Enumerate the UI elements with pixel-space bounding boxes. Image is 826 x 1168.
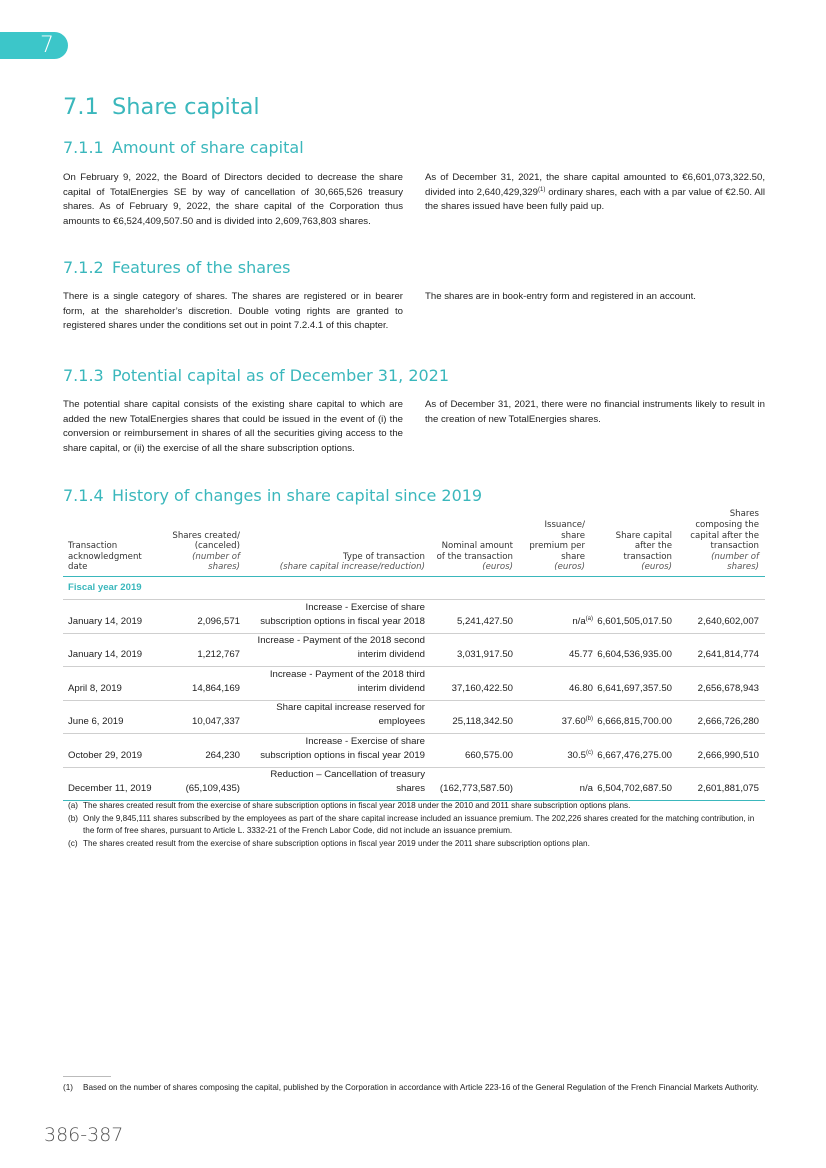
cell-composing: 2,666,990,510 [697,749,759,761]
subsection-heading-7-1-1 [63,138,304,157]
cell-shares: 14,864,169 [191,682,240,694]
cell-type: Increase - Payment of the 2018 third interim dividend [269,668,425,694]
cell-capital: 6,667,476,275.00 [597,749,672,761]
cell-nominal: 660,575.00 [464,749,513,761]
cell-premium: 37.60$^{(b)}$ [561,716,593,727]
cell-composing: 2,641,814,774 [697,649,759,660]
cell-type: Increase - Exercise of share subscription options in fiscal year 2018 [260,601,425,627]
cell-premium: n/a [579,783,593,794]
cell-nominal: 37,160,422.50 [451,682,513,694]
cell-premium: 45.77 [568,649,593,660]
amount-right-paragraph: As of December 31, 2021, the share capital amounted to €6,601,073,322.50, divided into 2,640,429,329$^{(1)}$ ordinary shares, each with a par value of €2.50. All the shares issued have been fully paid up. [425,172,765,213]
table-note: (c) The shares created result from the exercise of share subscription options in fiscal year 2019 under the 2011 share subscription options plan. [68,839,590,848]
header-nominal: Nominal amount of the transaction (euros) [436,541,513,573]
cell-capital: 6,641,697,357.50 [597,682,672,694]
header-capital: Share capital after the transaction (euros) [615,530,672,573]
section-title: Share capital [112,94,260,120]
cell-composing: 2,640,602,007 [697,615,759,627]
cell-capital: 6,601,505,017.50 [597,615,672,627]
cell-capital: 6,604,536,935.00 [597,649,672,660]
premium-note-ref: (a) [585,615,593,622]
footnote-divider [63,1076,111,1077]
subsection-number: 7.1.2 [63,258,104,277]
cell-nominal: 25,118,342.50 [452,716,513,727]
table-notes [63,800,765,851]
features-left-paragraph: There is a single category of shares. The shares are registered or in bearer form, at the shareholder’s discretion. Double voting rights are granted to registered shares under the conditions set out in point 7.2.4.1 of this chapter. [63,291,403,332]
cell-capital: 6,666,815,700.00 [597,716,672,727]
subsection-number: 7.1.1 [63,138,104,157]
cell-type: Increase - Exercise of share subscription options in fiscal year 2019 [260,735,425,761]
cell-date: December 11, 2019 [68,783,152,794]
subsection-heading-7-1-4 [63,486,482,505]
table-row [63,634,765,668]
subsection-title: Potential capital as of December 31, 2021 [112,366,450,385]
features-right-paragraph: The shares are in book-entry form and registered in an account. [425,291,696,302]
cell-composing: 2,601,881,075 [697,783,759,794]
premium-note-ref: (b) [585,716,593,722]
cell-shares: (65,109,435) [185,783,240,794]
header-composing: Shares composing the capital after the transaction (number of shares) [690,509,759,573]
table-row [63,600,765,634]
cell-composing: 2,666,726,280 [697,716,759,727]
footnote: (1) Based on the number of shares composing the capital, published by the Corporation in accordance with Article 223-16 of the General Regulation of the French Financial Markets Authority. [63,1083,759,1092]
cell-nominal: (162,773,587.50) [439,783,513,794]
cell-capital: 6,504,702,687.50 [597,783,672,794]
premium-note-ref: (c) [586,749,593,756]
header-date: Transaction acknowledgment date [68,541,142,573]
header-premium: Issuance/ share premium per share (euros) [529,520,585,573]
cell-shares: 1,212,767 [197,649,240,660]
chapter-tab [0,32,68,59]
share-capital-history-table [63,509,765,801]
subsection-number: 7.1.4 [63,486,104,505]
subsection-heading-7-1-3 [63,366,449,385]
page-number: 386-387 [44,1124,124,1146]
cell-nominal: 5,241,427.50 [456,615,513,627]
chapter-number: 7 [40,33,54,58]
cell-premium: $n/a^{(a)}$ [572,615,593,627]
cell-shares: 10,047,337 [191,716,240,727]
table-note: (b) Only the 9,845,111 shares subscribed by the employees as part of the share capital increase included an issuance premium. The 202,226 shares created for the matching contribution, in the form of free shares, pursuant to Article L. 3332-21 of the French Labor Code, did not include an issuance premium. [68,814,755,835]
subsection-title: Features of the shares [112,258,291,277]
cell-premium: 30.5$^{(c)}$ [567,749,593,761]
cell-shares: 2,096,571 [197,615,240,627]
cell-date: January 14, 2019 [68,649,143,660]
table-note: (a) The shares created result from the exercise of share subscription options in fiscal year 2018 under the 2010 and 2011 share subscription options plans. [68,801,631,810]
table-body [63,600,765,801]
table-row [63,734,765,768]
cell-shares: 264,230 [205,749,240,761]
cell-type: Increase - Payment of the 2018 second interim dividend [257,635,425,660]
cell-type: Reduction – Cancellation of treasury shares [270,769,425,794]
cell-date: January 14, 2019 [68,615,143,627]
potential-left-paragraph: The potential share capital consists of the existing share capital to which are added the new TotalEnergies shares that could be issued in the event of (i) the conversion or reimbursement in shares of all the securities giving access to the share capital, or (ii) the exercise of all the share subscription options. [63,399,403,454]
subsection-title: Amount of share capital [112,138,304,157]
table-row [63,701,765,735]
subsection-number: 7.1.3 [63,366,104,385]
cell-premium: 46.80 [568,682,593,694]
cell-composing: 2,656,678,943 [697,682,759,694]
cell-type: Share capital increase reserved for employees [276,702,425,727]
table-header [63,509,765,577]
section-heading-7-1 [63,94,260,120]
fiscal-year-label: Fiscal year 2019 [63,577,765,600]
subsection-title: History of changes in share capital since 2019 [112,486,483,505]
cell-date: April 8, 2019 [68,682,122,694]
subsection-heading-7-1-2 [63,258,290,277]
cell-date: June 6, 2019 [68,716,124,727]
table-row [63,768,765,802]
cell-nominal: 3,031,917.50 [456,649,513,660]
table-row [63,667,765,701]
cell-date: October 29, 2019 [68,749,143,761]
amount-left-paragraph: On February 9, 2022, the Board of Directors decided to decrease the share capital of TotalEnergies SE by way of cancellation of 30,665,526 treasury shares. As of February 9, 2022, the share capital of the Corporation thus amounts to €6,524,409,507.50 and is divided into 2,609,763,803 shares. [63,172,403,227]
header-type: Type of transaction (share capital increase/reduction) [279,551,425,573]
potential-right-paragraph: As of December 31, 2021, there were no financial instruments likely to result in the creation of new TotalEnergies shares. [425,399,765,425]
footnote-ref: (1) [537,186,546,193]
section-number: 7.1 [63,94,99,120]
header-shares: Shares created/ (canceled) (number of shares) [172,530,240,573]
